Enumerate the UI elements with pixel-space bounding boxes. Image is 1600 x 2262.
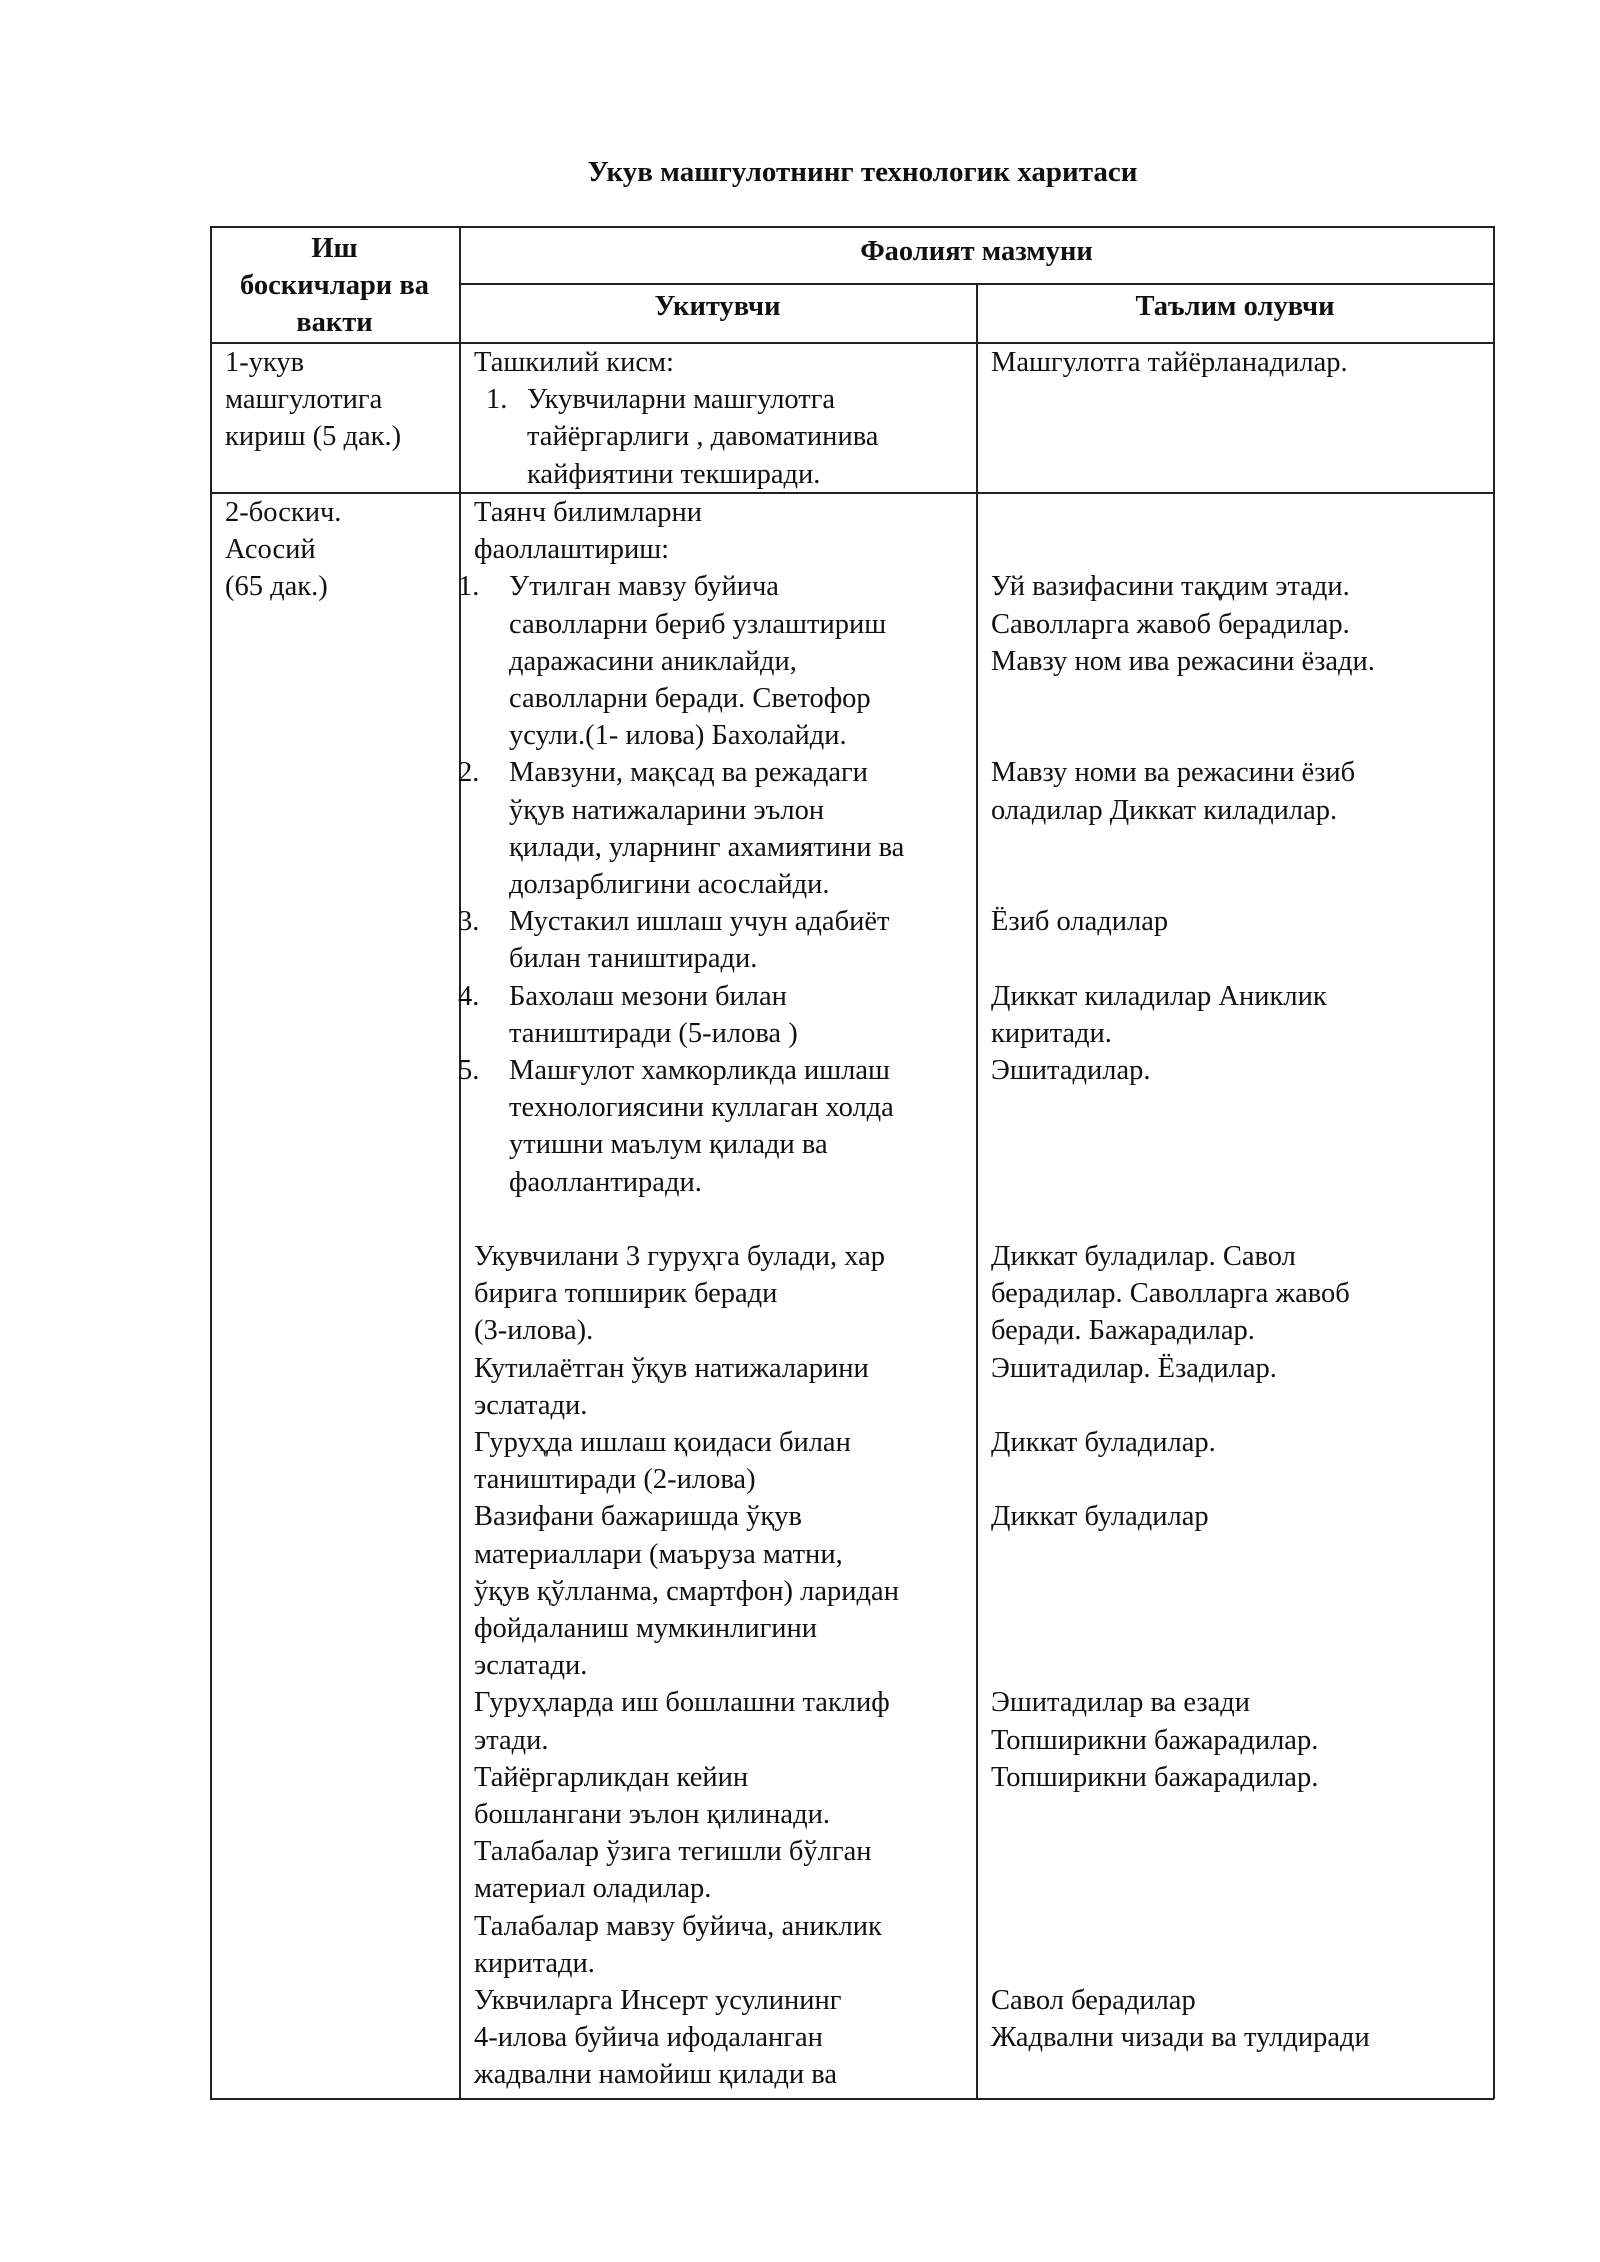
list-item: Машғулот хамкорликда ишлаш — [509, 1055, 890, 1086]
teacher-text-line: эслатади. — [474, 1650, 588, 1682]
student-text-line: Топширикни бажарадилар. — [991, 1761, 1319, 1793]
teacher-intro: Таянч билимларни — [474, 497, 703, 528]
row1-student: Машгулотга тайёрланадилар. — [991, 347, 1348, 378]
teacher-text-line: Талабалар мавзу буйича, аниклик — [474, 1910, 882, 1942]
student-text-line: берадилар. Саволларга жавоб — [991, 1278, 1350, 1310]
student-text-line: Диккат киладилар Аниклик — [991, 980, 1327, 1012]
student-text-line: Мавзу номи ва режасини ёзиб — [991, 757, 1356, 789]
list-item: Утилган мавзу буйича — [509, 571, 779, 603]
column-divider-1 — [459, 226, 461, 2099]
teacher-intro: фаоллаштириш: — [474, 534, 670, 566]
student-text-line: беради. Бажарадилар. — [991, 1315, 1255, 1347]
list-item: даражасини аниклайди, — [509, 645, 797, 677]
teacher-text-line: Гуруҳларда иш бошлашни таклиф — [474, 1687, 890, 1719]
table-border-right — [1493, 226, 1495, 2099]
student-text-line: Эшитадилар ва езади — [991, 1687, 1250, 1719]
student-text-line: оладилар Диккат киладилар. — [991, 794, 1338, 826]
student-text-line: Жадвални чизади ва тулдиради — [991, 2022, 1370, 2054]
table-border-left — [210, 226, 212, 2099]
list-number: 1. — [486, 384, 508, 416]
teacher-text-line: Тайёргарликдан кейин — [474, 1761, 749, 1793]
teacher-text-line: материал оладилар. — [474, 1873, 712, 1905]
teacher-text-line: Уквчиларга Инсерт усулининг — [474, 1985, 842, 2016]
list-item: Бахолаш мезони билан — [509, 980, 787, 1012]
list-number: 4. — [458, 980, 480, 1012]
teacher-text-line: Талабалар ўзига тегишли бўлган — [474, 1836, 872, 1868]
student-text-line: Савол берадилар — [991, 1985, 1196, 2016]
teacher-text-line: киритади. — [474, 1947, 595, 1979]
list-item: утишни маълум қилади ва — [509, 1129, 828, 1161]
teacher-text-line: таништиради (2-илова) — [474, 1464, 756, 1496]
list-item: Укувчиларни машгулотга тайёргарлиги , давоматинива кайфиятини текширади. — [527, 384, 879, 490]
teacher-text-line: Гуруҳда ишлаш қоидаси билан — [474, 1427, 851, 1458]
list-item: билан таништиради. — [509, 943, 758, 975]
list-number: 1. — [458, 571, 480, 603]
teacher-text-line: фойдаланиш мумкинлигини — [474, 1613, 818, 1644]
student-text-line: Уй вазифасини тақдим этади. — [991, 571, 1350, 603]
list-item: усули.(1- илова) Бахолайди. — [509, 720, 847, 752]
student-text-line: киритади. — [991, 1017, 1112, 1049]
list-item: долзарблигини асослайди. — [509, 869, 830, 900]
student-text-line: Эшитадилар. — [991, 1055, 1151, 1086]
student-text-line: Мавзу ном ива режасини ёзади. — [991, 645, 1375, 677]
teacher-text-line: эслатади. — [474, 1389, 588, 1421]
row1-stage: 1-укув машгулотига кириш (5 дак.) — [225, 347, 402, 453]
header-activity-content: Фаолият мазмуни — [860, 236, 1093, 267]
student-text-line: Диккат буладилар. — [991, 1427, 1216, 1458]
teacher-text-line: бирига топширик беради — [474, 1278, 778, 1310]
student-text-line: Саволларга жавоб берадилар. — [991, 608, 1350, 640]
student-text-line: Диккат буладилар — [991, 1501, 1209, 1533]
list-item: Мавзуни, мақсад ва режадаги — [509, 757, 868, 789]
list-item: ўқув натижаларини эълон — [509, 794, 825, 826]
list-item: таништиради (5-илова ) — [509, 1017, 798, 1049]
row1-teacher — [474, 344, 974, 492]
header-stage: Иш боскичлари ва вакти — [240, 233, 429, 339]
teacher-text-line: жадвални намойиш қилади ва — [474, 2059, 838, 2091]
teacher-text-line: (3-илова). — [474, 1315, 594, 1347]
teacher-text-line: Укувчилани 3 гуруҳга булади, хар — [474, 1241, 886, 1272]
student-text-line: Эшитадилар. Ёзадилар. — [991, 1352, 1277, 1384]
list-number: 2. — [458, 757, 480, 789]
row2-student — [991, 494, 1491, 2094]
list-item: қилади, уларнинг ахамиятини ва — [509, 831, 905, 863]
student-text-line: Диккат буладилар. Савол — [991, 1241, 1296, 1272]
teacher-text-line: Кутилаётган ўқув натижаларини — [474, 1352, 869, 1384]
teacher-text-line: бошлангани эълон қилинади. — [474, 1799, 830, 1830]
list-item: Мустакил ишлаш учун адабиёт — [509, 906, 890, 938]
row2-stage: 2-боскич. Асосий (65 дак.) — [225, 497, 342, 603]
teacher-intro: Ташкилий кисм: — [474, 347, 674, 378]
teacher-text-line: Вазифани бажаришда ўқув — [474, 1501, 802, 1533]
header-student: Таълим олувчи — [1135, 291, 1335, 322]
student-text-line: Топширикни бажарадилар. — [991, 1724, 1319, 1756]
technology-map-table — [210, 226, 1494, 2099]
table-border-bottom — [210, 2098, 1494, 2100]
list-item: фаоллантиради. — [509, 1166, 702, 1198]
list-item: технологиясини куллаган холда — [509, 1092, 894, 1124]
column-divider-2 — [976, 283, 978, 2099]
header-teacher: Укитувчи — [654, 291, 781, 322]
teacher-text-line: ўқув қўлланма, смартфон) ларидан — [474, 1575, 899, 1607]
list-number: 5. — [458, 1055, 480, 1086]
document-title: Укув машгулотнинг технологик харитаси — [587, 156, 1138, 188]
list-item: саволларни бериб узлаштириш — [509, 608, 887, 640]
list-number: 3. — [458, 906, 480, 938]
teacher-text-line: материаллари (маърузa матни, — [474, 1538, 843, 1570]
list-item: саволларни беради. Светофор — [509, 683, 871, 714]
row2-teacher — [458, 494, 974, 2094]
table-border-top — [210, 226, 1494, 228]
teacher-text-line: этади. — [474, 1724, 549, 1756]
student-text-line: Ёзиб оладилар — [991, 906, 1169, 938]
teacher-text-line: 4-илова буйича ифодаланган — [474, 2022, 823, 2054]
